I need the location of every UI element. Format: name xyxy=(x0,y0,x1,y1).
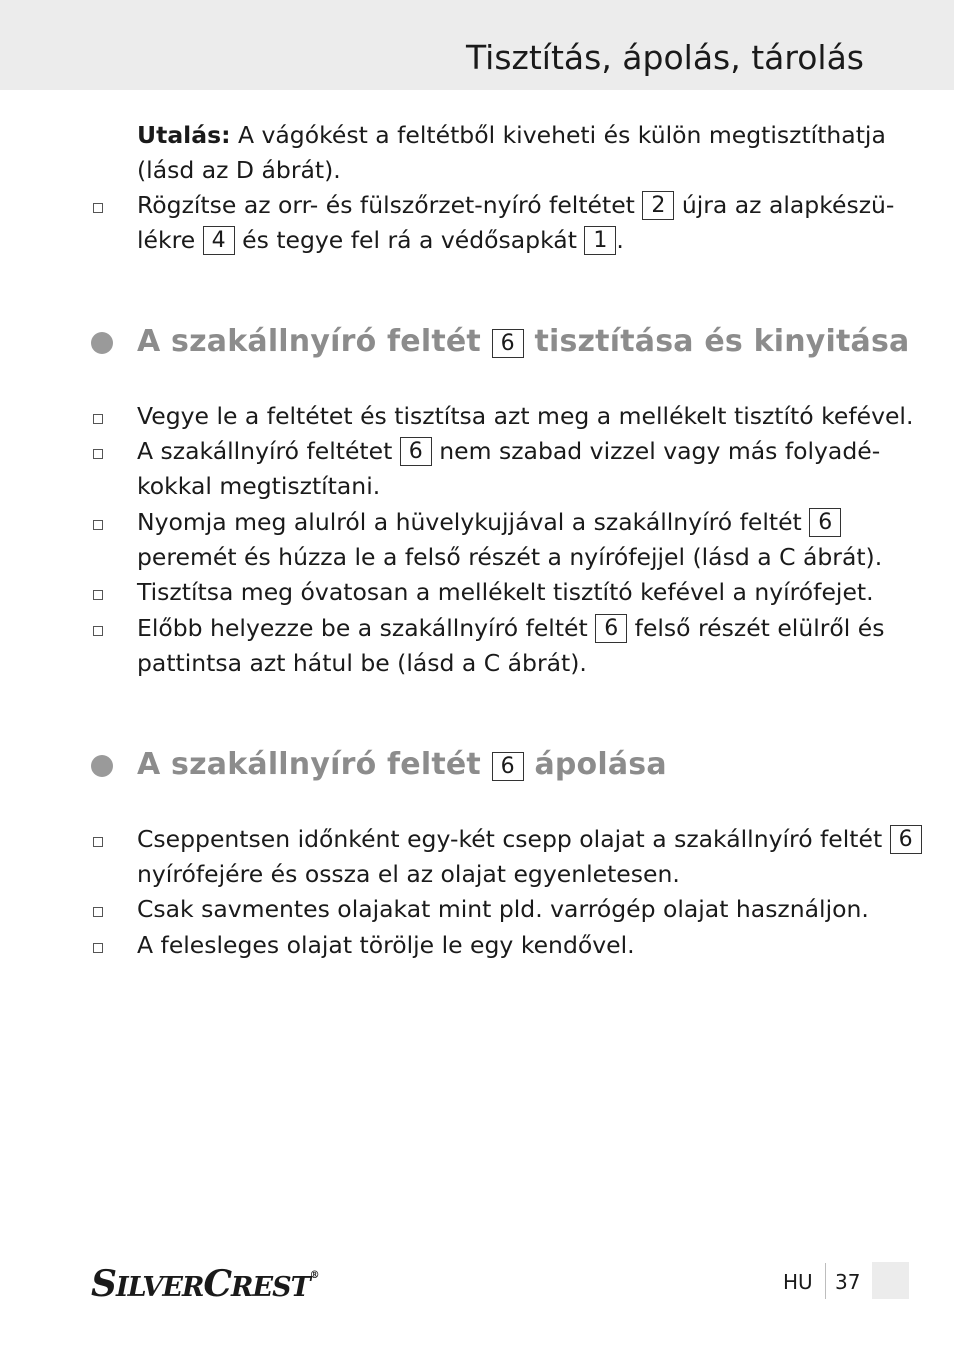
checkbox-bullet-icon xyxy=(93,837,103,847)
list-item: A felesleges olajat törölje le egy kendővel. xyxy=(137,931,635,959)
list-item: Előbb helyezze be a szakállnyíró feltét 6 felső részét elülről és pattintsa azt hátul be (lásd a C ábrát). xyxy=(137,614,885,677)
checkbox-bullet-icon xyxy=(93,590,103,600)
part-ref-1: 1 xyxy=(584,226,616,255)
checkbox-bullet-icon xyxy=(93,449,103,459)
list-item: Csak savmentes olajakat mint pld. varrógép olajat használjon. xyxy=(137,895,869,923)
list-item: Vegye le a feltétet és tisztítsa azt meg a mellékelt tisztító kefével. xyxy=(137,402,914,430)
part-ref-6: 6 xyxy=(400,437,432,466)
list-item: Tisztítsa meg óvatosan a mellékelt tisztító kefével a nyírófejet. xyxy=(137,578,874,606)
page-tab-marker xyxy=(872,1262,909,1299)
silvercrest-logo: SILVERCREST® xyxy=(91,1263,319,1305)
checkbox-bullet-icon xyxy=(93,203,103,213)
checkbox-bullet-icon xyxy=(93,907,103,917)
note-text-line1: A vágókést a feltétből kiveheti és külön megtisztíthatja xyxy=(230,121,886,149)
checkbox-bullet-icon xyxy=(93,414,103,424)
part-ref-6: 6 xyxy=(809,508,841,537)
note-paragraph xyxy=(137,118,886,188)
section-heading-care: A szakállnyíró feltét 6 ápolása xyxy=(137,747,667,782)
list-item: A szakállnyíró feltétet 6 nem szabad vizzel vagy más folyadé- kokkal megtisztítani. xyxy=(137,437,881,500)
part-ref-6: 6 xyxy=(492,752,524,781)
part-ref-6: 6 xyxy=(492,329,524,358)
part-ref-6: 6 xyxy=(890,825,922,854)
section-heading-cleaning: A szakállnyíró feltét 6 tisztítása és kinyitása xyxy=(137,324,910,359)
checkbox-bullet-icon xyxy=(93,520,103,530)
section-bullet-icon xyxy=(91,755,113,777)
list-item: Nyomja meg alulról a hüvelykujjával a szakállnyíró feltét 6 peremét és húzza le a felső részét a nyírófejjel (lásd a C ábrát). xyxy=(137,508,883,571)
part-ref-2: 2 xyxy=(642,191,674,220)
footer-divider xyxy=(825,1263,826,1299)
list-item: Cseppentsen időnként egy-két csepp olajat a szakállnyíró feltét 6 nyírófejére és ossza el az olajat egyenletesen. xyxy=(137,822,867,892)
part-ref-4: 4 xyxy=(203,226,235,255)
list-item: Rögzítse az orr- és fülszőrzet-nyíró feltétet 2 újra az alapkészü- lékre 4 és tegye fel rá a védősapkát 1 . xyxy=(137,191,895,254)
note-text-line2: (lásd az D ábrát). xyxy=(137,156,341,184)
page-title: Tisztítás, ápolás, tárolás xyxy=(466,38,864,77)
page-number: 37 xyxy=(835,1270,861,1294)
note-label: Utalás: xyxy=(137,121,231,149)
section-bullet-icon xyxy=(91,332,113,354)
part-ref-6: 6 xyxy=(595,614,627,643)
language-code: HU xyxy=(783,1270,813,1294)
checkbox-bullet-icon xyxy=(93,626,103,636)
checkbox-bullet-icon xyxy=(93,943,103,953)
